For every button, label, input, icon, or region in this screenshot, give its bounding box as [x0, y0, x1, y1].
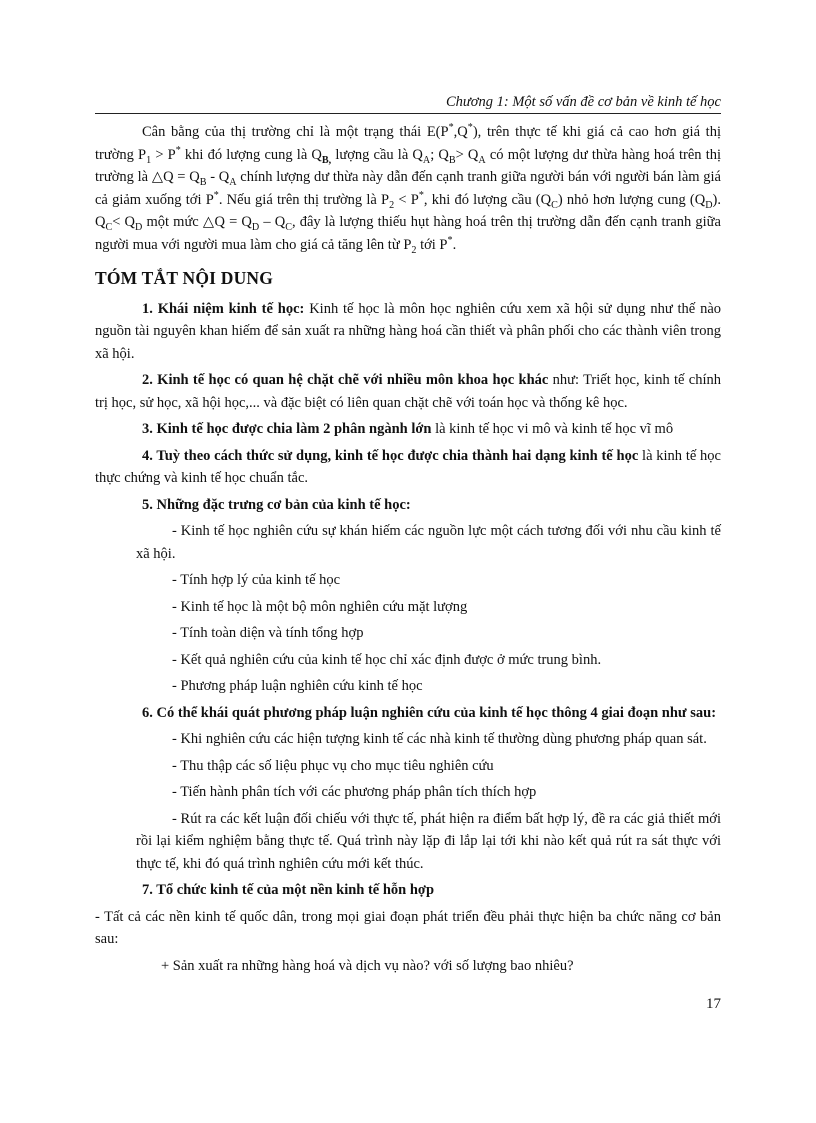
- list-item: - Kết quả nghiên cứu của kinh tế học chỉ xác định được ở mức trung bình.: [172, 651, 602, 668]
- summary-item-1: 1. Khái niệm kinh tế học: Kinh tế học là môn học nghiên cứu xem xã hội sử dụng như thế nào nguồn tài nguyên khan hiếm để sản xuất ra những hàng hoá cần thiết và phân phối cho các thành viên trong xã hội.: [95, 300, 722, 362]
- list-item: - Khi nghiên cứu các hiện tượng kinh tế các nhà kinh tế thường dùng phương pháp quan sát.: [172, 731, 707, 747]
- summary-heading: TÓM TẮT NỘI DUNG: [95, 268, 274, 288]
- page-number: 17: [706, 996, 721, 1012]
- list-item: - Tính hợp lý của kinh tế học: [172, 572, 341, 588]
- summary-item-4: 4. Tuỳ theo cách thức sử dụng, kinh tế học được chia thành hai dạng kinh tế học là kinh tế học thực chứng và kinh tế học chuẩn tắc.: [95, 447, 721, 486]
- list-item: - Phương pháp luận nghiên cứu kinh tế học: [172, 678, 423, 694]
- list-item: - Kinh tế học là một bộ môn nghiên cứu mặt lượng: [172, 598, 468, 615]
- list-item: - Rút ra các kết luận đối chiếu với thực tế, phát hiện ra điểm bất hợp lý, đề ra các giả thiết mới rồi lại kiểm nghiệm bằng thực tế. Quá trình này lặp đi lắp lại tới khi nào kết quả rút ra sát thực với thực tế, khi đó quá trình nghiên cứu mới kết thúc.: [136, 810, 721, 872]
- header-rule: [95, 113, 721, 114]
- summary-item-5-list: [95, 520, 721, 698]
- summary-item-2: 2. Kinh tế học có quan hệ chặt chẽ với nhiều môn khoa học khác như: Triết học, kinh tế chính trị học, sử học, xã hội học,... và đặc biệt có liên quan chặt chẽ với toán học và thống kê học.: [95, 372, 721, 411]
- summary-item-6-list: [95, 728, 721, 875]
- summary-item-5-title: 5. Những đặc trưng cơ bản của kinh tế học:: [142, 496, 411, 513]
- summary-item-7-plus: + Sản xuất ra những hàng hoá và dịch vụ nào? với số lượng bao nhiêu?: [161, 957, 574, 974]
- running-header: Chương 1: Một số vấn đề cơ bản về kinh tế học: [445, 94, 721, 110]
- list-item: - Thu thập các số liệu phục vụ cho mục tiêu nghiên cứu: [172, 757, 494, 774]
- list-item: - Kinh tế học nghiên cứu sự khán hiếm các nguồn lực một cách tương đối với nhu cầu kinh tế xã hội.: [136, 523, 721, 562]
- intro-paragraph: Cân bằng của thị trường chỉ là một trạng thái E(P*,Q*), trên thực tế khi giá cả cao hơn giá thị trường $P_1 > P^*$ khi đó lượng cung là $Q_{B,}$ lượng cầu là $Q_A$; $Q_B> Q_A$ có một lượng dư thừa hàng hoá trên thị trường là △Q = $Q_B - Q_A$ chính lượng dư thừa này dẫn đến cạnh tranh giữa người bán với người bán làm giá cả giảm xuống tới P*. Nếu giá trên thị trường là $P_2 < P^*$, khi đó lượng cầu $(Q_C)$ nhỏ hơn lượng cung $(Q_D)$. $Q_C< Q_D$ một mức △Q = $Q_D - Q_C$, đây là lượng thiếu hụt hàng hoá trên thị trường dẫn đến cạnh tranh giữa người mua với người mua làm cho giá cả tăng lên từ $P_2$ tới P*.: [95, 122, 721, 256]
- summary-item-7-text: - Tất cả các nền kinh tế quốc dân, trong mọi giai đoạn phát triển đều phải thực hiện ba chức năng cơ bản sau:: [95, 908, 721, 947]
- page-content: [95, 121, 721, 981]
- summary-item-3: 3. Kinh tế học được chia làm 2 phân ngành lớn là kinh tế học vi mô và kinh tế học vĩ mô: [142, 421, 674, 437]
- list-item: - Tiến hành phân tích với các phương pháp phân tích thích hợp: [172, 784, 537, 800]
- list-item: - Tính toàn diện và tính tổng hợp: [172, 625, 364, 641]
- summary-item-6-title: 6. Có thể khái quát phương pháp luận nghiên cứu của kinh tế học thông 4 giai đoạn như sau:: [142, 704, 717, 721]
- summary-item-7-title: 7. Tổ chức kinh tế của một nền kinh tế hỗn hợp: [142, 882, 435, 898]
